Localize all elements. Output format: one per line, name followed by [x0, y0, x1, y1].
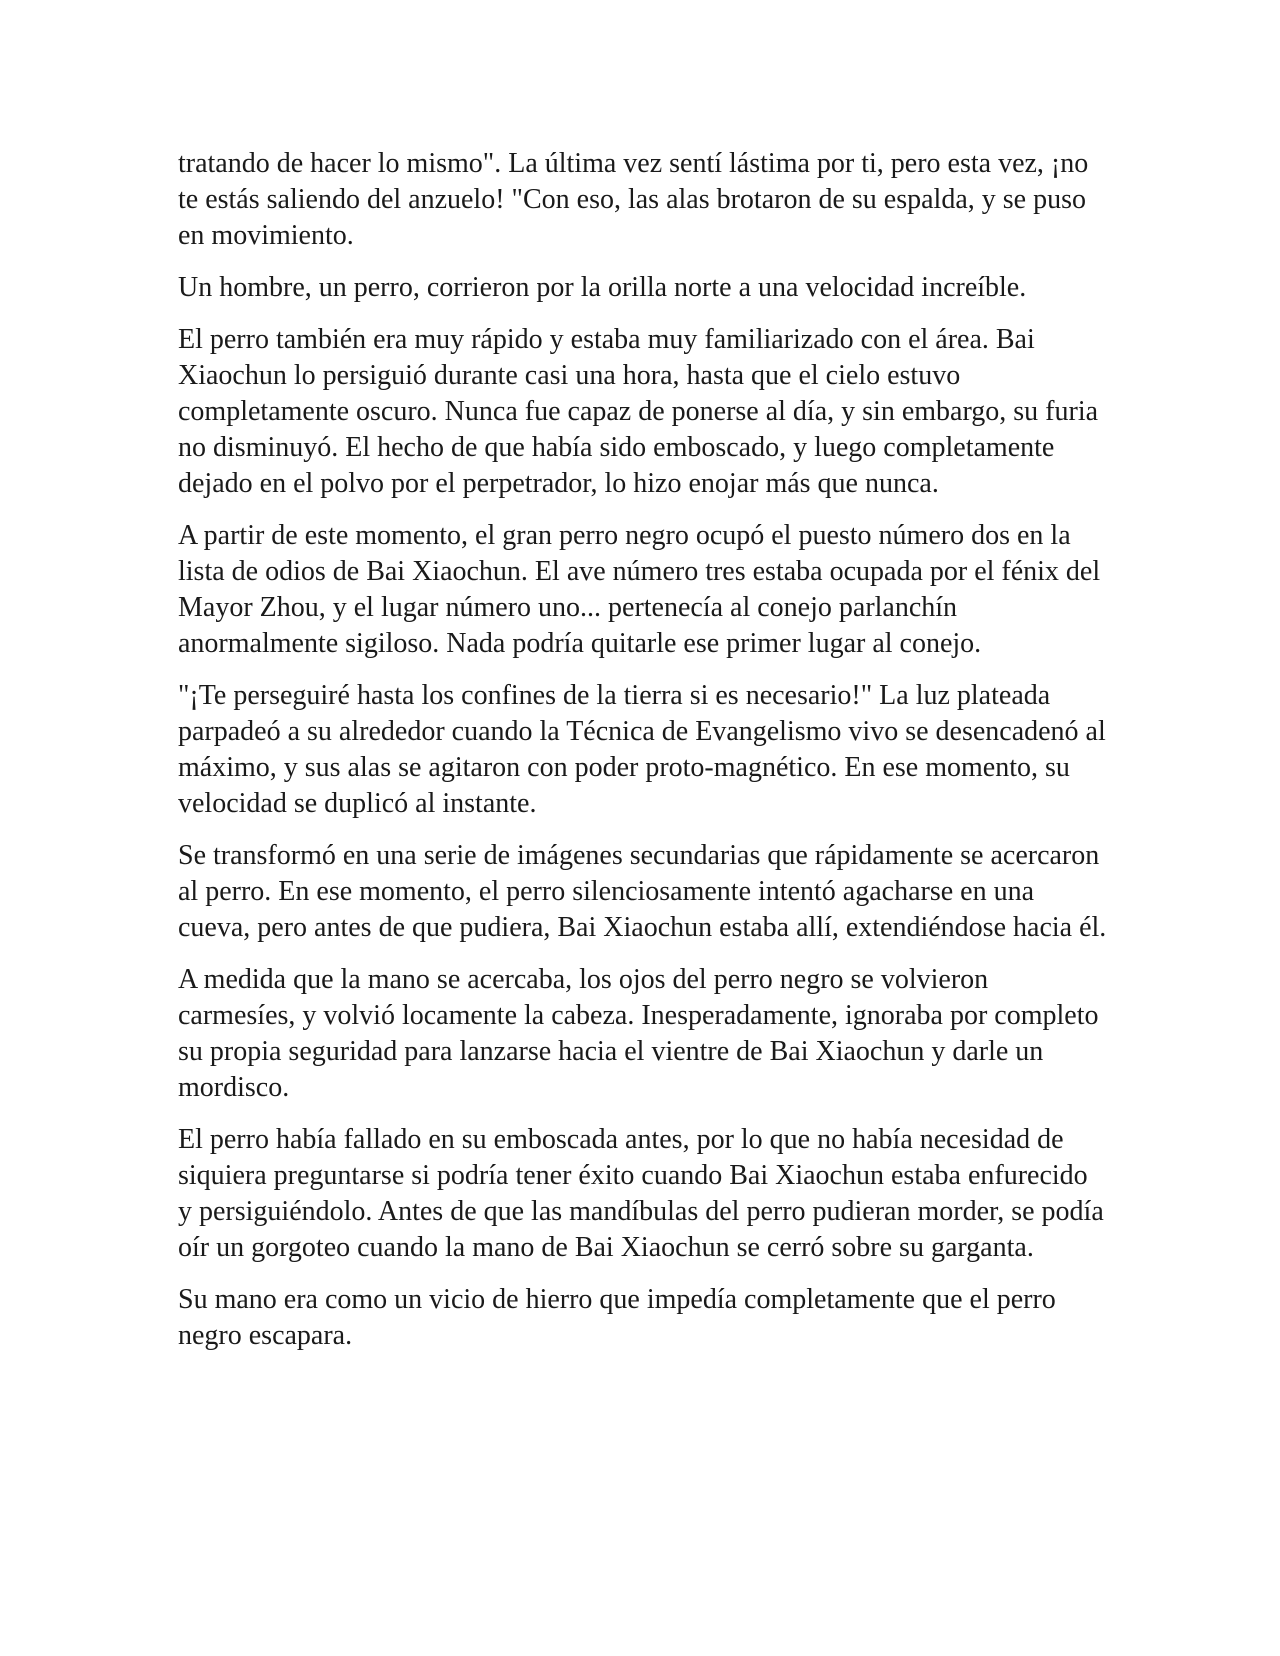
paragraph-8: El perro había fallado en su emboscada antes, por lo que no había necesidad de siquiera preguntarse si podría tener éxito cuando Bai Xiaochun estaba enfurecido y persiguiéndolo. Antes de que las mandíbulas del perro pudieran morder, se podía oír un gorgoteo cuando la mano de Bai Xiaochun se cerró sobre su garganta.	[178, 1124, 1104, 1263]
paragraph-2: Un hombre, un perro, corrieron por la orilla norte a una velocidad increíble.	[178, 272, 1027, 303]
paragraph-9: Su mano era como un vicio de hierro que impedía completamente que el perro negro escapara.	[178, 1284, 1056, 1351]
paragraph-3: El perro también era muy rápido y estaba muy familiarizado con el área. Bai Xiaochun lo persiguió durante casi una hora, hasta que el cielo estuvo completamente oscuro. Nunca fue capaz de ponerse al día, y sin embargo, su furia no disminuyó. El hecho de que había sido emboscado, y luego completamente dejado en el polvo por el perpetrador, lo hizo enojar más que nunca.	[178, 324, 1099, 499]
paragraph-7: A medida que la mano se acercaba, los ojos del perro negro se volvieron carmesíes, y volvió locamente la cabeza. Inesperadamente, ignoraba por completo su propia seguridad para lanzarse hacia el vientre de Bai Xiaochun y darle un mordisco.	[178, 964, 1099, 1103]
paragraph-6: Se transformó en una serie de imágenes secundarias que rápidamente se acercaron al perro. En ese momento, el perro silenciosamente intentó agacharse en una cueva, pero antes de que pudiera, Bai Xiaochun estaba allí, extendiéndose hacia él.	[178, 840, 1107, 943]
paragraph-1: tratando de hacer lo mismo". La última vez sentí lástima por ti, pero esta vez, ¡no te estás saliendo del anzuelo! "Con eso, las alas brotaron de su espalda, y se puso en movimiento.	[178, 148, 1089, 251]
paragraph-4: A partir de este momento, el gran perro negro ocupó el puesto número dos en la lista de odios de Bai Xiaochun. El ave número tres estaba ocupada por el fénix del Mayor Zhou, y el lugar número uno... pertenecía al conejo parlanchín anormalmente sigiloso. Nada podría quitarle ese primer lugar al conejo.	[178, 520, 1101, 659]
document-body	[178, 146, 1108, 1370]
paragraph-5: "¡Te perseguiré hasta los confines de la tierra si es necesario!" La luz plateada parpadeó a su alrededor cuando la Técnica de Evangelismo vivo se desencadenó al máximo, y sus alas se agitaron con poder proto-magnético. En ese momento, su velocidad se duplicó al instante.	[178, 680, 1106, 819]
